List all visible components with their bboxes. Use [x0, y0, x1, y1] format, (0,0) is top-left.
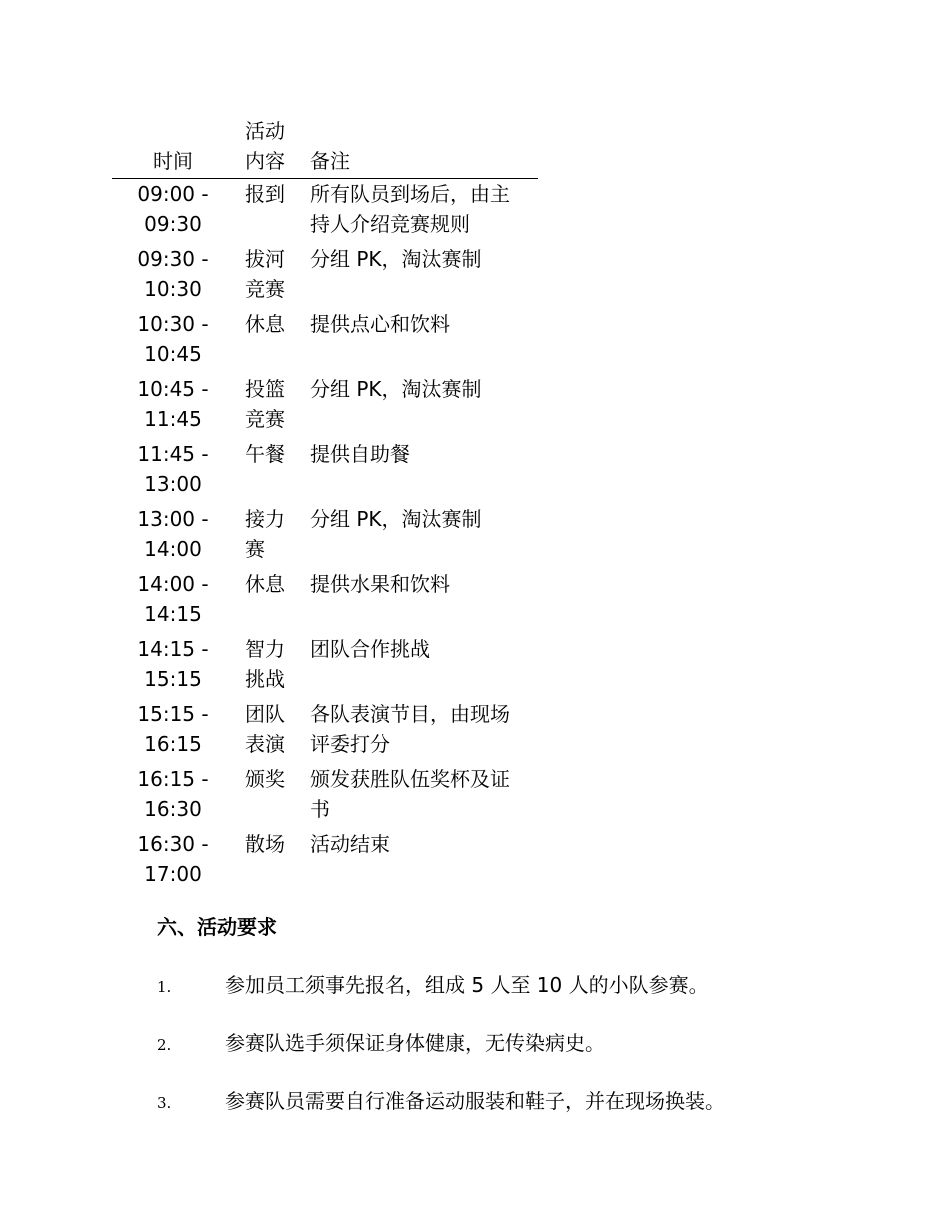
list-item-text: 参加员工须事先报名，组成 5 人至 10 人的小队参赛。	[225, 973, 709, 997]
table-row	[112, 829, 538, 894]
cell-note: 活动结束	[310, 832, 390, 856]
cell-activity: 团队表演	[245, 702, 285, 756]
cell-time: 10:30 - 10:45	[137, 312, 209, 366]
cell-note: 分组 PK，淘汰赛制	[310, 507, 482, 531]
list-item-number: 1.	[157, 978, 172, 996]
cell-time: 10:45 - 11:45	[137, 377, 209, 431]
cell-activity: 休息	[245, 312, 285, 336]
list-item-number: 2.	[157, 1036, 172, 1054]
header-time: 时间	[112, 116, 234, 179]
cell-activity: 智力挑战	[245, 637, 285, 691]
cell-note: 团队合作挑战	[310, 637, 430, 661]
header-activity: 活动内容	[234, 116, 289, 179]
cell-time: 09:30 - 10:30	[137, 247, 209, 301]
list-item-text: 参赛队选手须保证身体健康，无传染病史。	[225, 1031, 605, 1055]
table-row	[112, 634, 538, 699]
cell-activity: 颁奖	[245, 767, 285, 791]
cell-note: 分组 PK，淘汰赛制	[310, 247, 482, 271]
cell-time: 14:00 - 14:15	[137, 572, 209, 626]
cell-note: 提供水果和饮料	[310, 572, 450, 596]
header-note: 备注	[289, 116, 538, 179]
table-row	[112, 439, 538, 504]
cell-activity: 报到	[245, 182, 285, 206]
cell-activity: 投篮竞赛	[245, 377, 285, 431]
section-heading: 六、活动要求	[157, 915, 277, 939]
cell-activity: 休息	[245, 572, 285, 596]
cell-activity: 接力赛	[245, 507, 285, 561]
cell-note: 提供点心和饮料	[310, 312, 450, 336]
cell-activity: 散场	[245, 832, 285, 856]
table-row	[112, 569, 538, 634]
cell-time: 15:15 - 16:15	[137, 702, 209, 756]
cell-time: 14:15 - 15:15	[137, 637, 209, 691]
table-row	[112, 309, 538, 374]
list-item-number: 3.	[157, 1094, 172, 1112]
cell-time: 16:30 - 17:00	[137, 832, 209, 886]
table-row	[112, 179, 538, 245]
table-row	[112, 374, 538, 439]
cell-note: 各队表演节目，由现场评委打分	[310, 702, 510, 756]
table-row	[112, 244, 538, 309]
schedule-table	[112, 116, 538, 894]
table-row	[112, 699, 538, 764]
cell-activity: 拔河竞赛	[245, 247, 285, 301]
cell-note: 所有队员到场后，由主持人介绍竞赛规则	[310, 182, 510, 236]
table-header-row	[112, 116, 538, 179]
cell-activity: 午餐	[245, 442, 285, 466]
cell-note: 提供自助餐	[310, 442, 410, 466]
schedule-body	[112, 179, 538, 895]
cell-note: 分组 PK，淘汰赛制	[310, 377, 482, 401]
cell-time: 16:15 - 16:30	[137, 767, 209, 821]
table-row	[112, 764, 538, 829]
cell-note: 颁发获胜队伍奖杯及证书	[310, 767, 510, 821]
list-item-text: 参赛队员需要自行准备运动服装和鞋子，并在现场换装。	[225, 1089, 725, 1113]
table-row	[112, 504, 538, 569]
cell-time: 13:00 - 14:00	[137, 507, 209, 561]
cell-time: 11:45 - 13:00	[137, 442, 209, 496]
cell-time: 09:00 - 09:30	[137, 182, 209, 236]
